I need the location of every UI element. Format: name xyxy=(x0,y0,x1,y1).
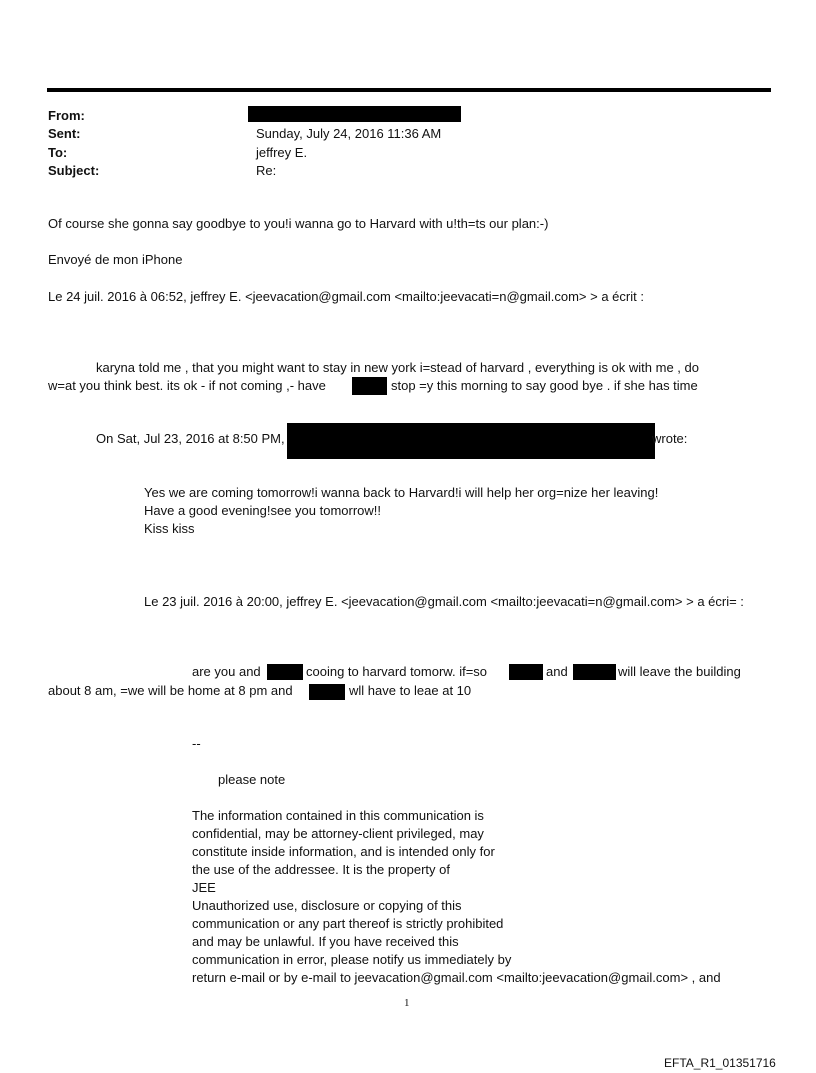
subject-label: Subject: xyxy=(48,163,100,178)
redaction-from xyxy=(248,106,461,122)
sent-label: Sent: xyxy=(48,126,81,141)
disclaimer-line-2: confidential, may be attorney-client privileged, may xyxy=(192,826,484,841)
redaction-name-1 xyxy=(352,377,387,395)
reply-line-2b: wll have to leae at 10 xyxy=(349,683,472,698)
redaction-name-3 xyxy=(509,664,543,680)
signature-dashes: -- xyxy=(192,736,201,751)
reply-line-1b: cooing to harvard tomorw. if=so xyxy=(306,664,488,679)
please-note: please note xyxy=(218,772,286,787)
reply-line-1c: and xyxy=(546,664,568,679)
disclaimer-line-6: Unauthorized use, disclosure or copying of this xyxy=(192,898,462,913)
disclaimer-line-4: the use of the addressee. It is the property of xyxy=(192,862,450,877)
footer-doc-id: EFTA_R1_01351716 xyxy=(664,1056,776,1070)
quoted-para-1a: karyna told me , that you might want to stay in new york i=stead of harvard , everything is ok with me , do xyxy=(96,360,699,375)
page-number: 1 xyxy=(404,997,410,1009)
redaction-name-2 xyxy=(267,664,303,680)
disclaimer-line-3: constitute inside information, and is intended only for xyxy=(192,844,495,859)
disclaimer-line-8: and may be unlawful. If you have received this xyxy=(192,934,459,949)
header-rule xyxy=(47,88,771,92)
disclaimer-line-7: communication or any part thereof is strictly prohibited xyxy=(192,916,504,931)
disclaimer-line-5: JEE xyxy=(192,880,216,895)
redaction-name-4 xyxy=(573,664,616,680)
reply-line-2a: about 8 am, =we will be home at 8 pm and xyxy=(48,683,293,698)
body-line-3: Le 24 juil. 2016 à 06:52, jeffrey E. <jeevacation@gmail.com <mailto:jeevacati=n@gmail.com> > a écrit : xyxy=(48,289,644,304)
quoted-para-1b-end: stop =y this morning to say good bye . if she has time xyxy=(391,378,698,393)
on-sat-line-start: On Sat, Jul 23, 2016 at 8:50 PM, xyxy=(96,431,285,446)
disclaimer-line-1: The information contained in this communication is xyxy=(192,808,484,823)
sent-value: Sunday, July 24, 2016 11:36 AM xyxy=(256,126,442,141)
redaction-name-5 xyxy=(309,684,345,700)
quote-line-1: Yes we are coming tomorrow!i wanna back to Harvard!i will help her org=nize her leaving! xyxy=(144,485,659,500)
reply-line-1a: are you and xyxy=(192,664,261,679)
quote-line-2: Have a good evening!see you tomorrow!! xyxy=(144,503,382,518)
disclaimer-line-9: communication in error, please notify us immediately by xyxy=(192,952,512,967)
on-sat-line-end: wrote: xyxy=(652,431,688,446)
le23-line: Le 23 juil. 2016 à 20:00, jeffrey E. <jeevacation@gmail.com <mailto:jeevacati=n@gmail.com> > a écri= : xyxy=(144,594,744,609)
redaction-sender xyxy=(287,423,655,459)
disclaimer-line-10: return e-mail or by e-mail to jeevacation@gmail.com <mailto:jeevacation@gmail.com> , and xyxy=(192,970,721,985)
subject-value: Re: xyxy=(256,163,277,178)
quote-line-3: Kiss kiss xyxy=(144,521,195,536)
to-label: To: xyxy=(48,145,68,160)
quoted-para-1b-start: w=at you think best. its ok - if not coming ,- have xyxy=(48,378,326,393)
from-label: From: xyxy=(48,108,85,123)
body-line-2: Envoyé de mon iPhone xyxy=(48,252,183,267)
body-line-1: Of course she gonna say goodbye to you!i wanna go to Harvard with u!th=ts our plan:-) xyxy=(48,216,549,231)
reply-line-1d: will leave the building xyxy=(618,664,741,679)
to-value: jeffrey E. xyxy=(256,145,308,160)
